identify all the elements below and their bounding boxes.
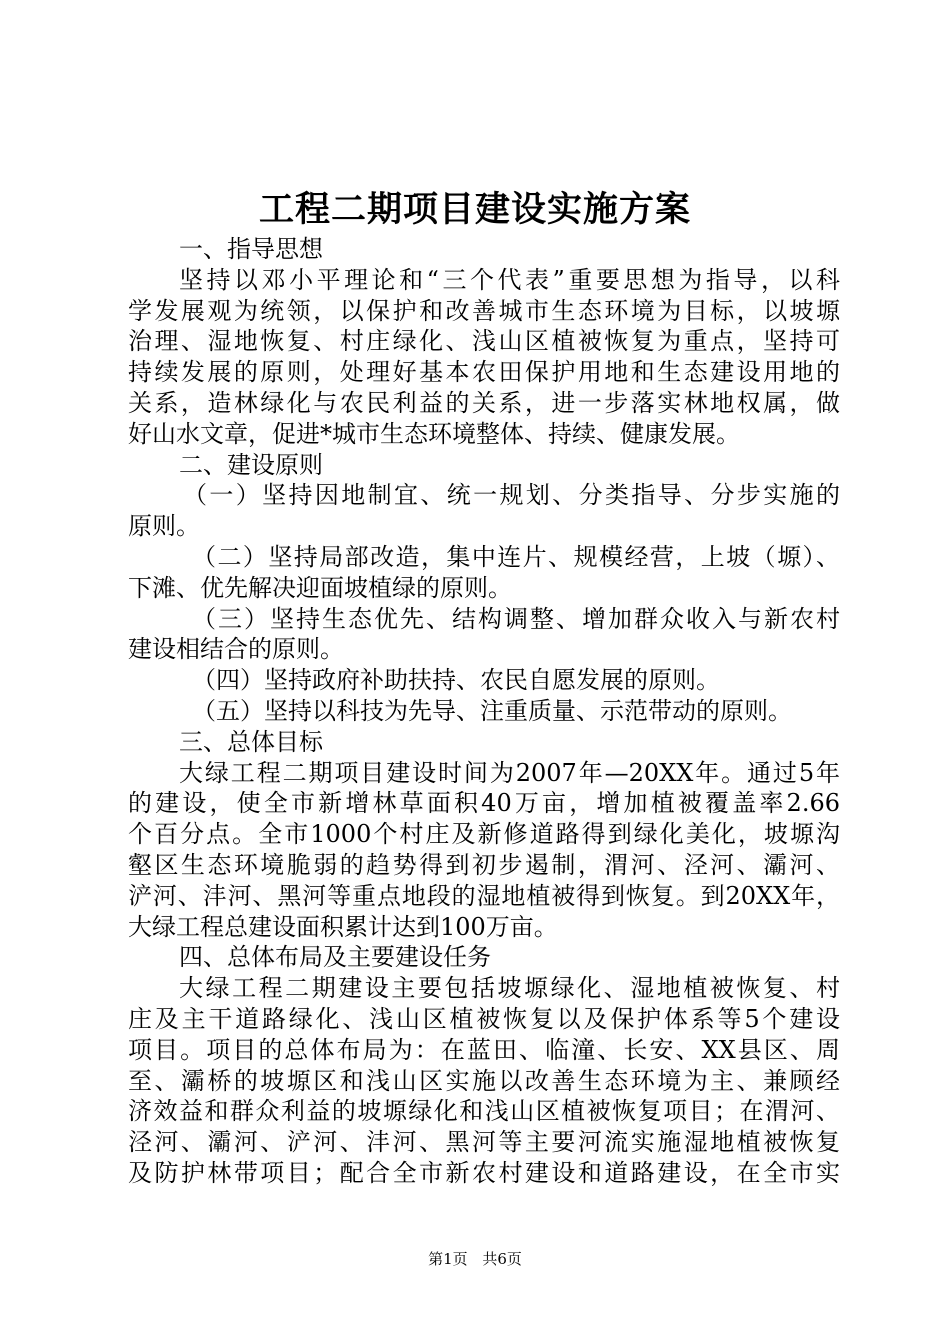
- paragraph-line: 关系，造林绿化与农民利益的关系，进一步落实林地权属，做: [128, 388, 840, 417]
- paragraph-line: 庄及主干道路绿化、浅山区植被恢复以及保护体系等5个建设: [128, 1004, 840, 1033]
- paragraph-line: 大绿工程总建设面积累计达到100万亩。: [128, 912, 558, 941]
- paragraph-line: 大绿工程二期建设主要包括坡塬绿化、湿地植被恢复、村: [179, 974, 840, 1003]
- paragraph-line: （三）坚持生态优先、结构调整、增加群众收入与新农村: [192, 604, 840, 633]
- paragraph-line: 项目。项目的总体布局为：在蓝田、临潼、长安、XX县区、周: [128, 1035, 840, 1064]
- paragraph-line: 原则。: [128, 512, 200, 541]
- paragraph-line: （五）坚持以科技为先导、注重质量、示范带动的原则。: [192, 696, 792, 725]
- paragraph-line: （二）坚持局部改造，集中连片、规模经营，上坡（塬）、: [192, 542, 840, 571]
- paragraph-line: 好山水文章，促进*城市生态环境整体、持续、健康发展。: [128, 419, 740, 448]
- paragraph-line: 浐河、沣河、黑河等重点地段的湿地植被得到恢复。到20XX年，: [128, 881, 840, 910]
- section-heading: 四、总体布局及主要建设任务: [179, 943, 491, 972]
- page-count: 共6页: [482, 1250, 522, 1268]
- paragraph-line: 及防护林带项目；配合全市新农村建设和道路建设，在全市实: [128, 1158, 840, 1187]
- paragraph-line: 治理、湿地恢复、村庄绿化、浅山区植被恢复为重点，坚持可: [128, 327, 840, 356]
- document-body: [128, 234, 840, 1189]
- document-title: 工程二期项目建设实施方案: [258, 189, 691, 230]
- section-heading: 二、建设原则: [179, 450, 323, 479]
- paragraph-line: 下滩、优先解决迎面坡植绿的原则。: [128, 573, 512, 602]
- paragraph-line: （一）坚持因地制宜、统一规划、分类指导、分步实施的: [183, 481, 840, 510]
- paragraph-line: 学发展观为统领，以保护和改善城市生态环境为目标，以坡塬: [128, 296, 840, 325]
- section-heading: 三、总体目标: [179, 727, 323, 756]
- paragraph-line: 至、灞桥的坡塬区和浅山区实施以改善生态环境为主、兼顾经: [128, 1066, 840, 1095]
- paragraph-line: 的建设，使全市新增林草面积40万亩，增加植被覆盖率2.66: [128, 789, 840, 818]
- page-footer: [0, 1249, 950, 1269]
- page-number: 第1页: [428, 1250, 468, 1268]
- paragraph-line: 坚持以邓小平理论和“三个代表”重要思想为指导，以科: [179, 265, 840, 294]
- paragraph-line: 建设相结合的原则。: [128, 635, 344, 664]
- paragraph-line: 个百分点。全市1000个村庄及新修道路得到绿化美化，坡塬沟: [128, 820, 840, 849]
- paragraph-line: （四）坚持政府补助扶持、农民自愿发展的原则。: [192, 666, 720, 695]
- paragraph-line: 济效益和群众利益的坡塬绿化和浅山区植被恢复项目；在渭河、: [128, 1097, 840, 1126]
- paragraph-line: 大绿工程二期项目建设时间为2007年—20XX年。通过5年: [179, 758, 840, 787]
- section-heading: 一、指导思想: [179, 235, 323, 263]
- paragraph-line: 持续发展的原则，处理好基本农田保护用地和生态建设用地的: [128, 358, 840, 387]
- paragraph-line: 壑区生态环境脆弱的趋势得到初步遏制，渭河、泾河、灞河、: [128, 850, 840, 879]
- paragraph-line: 泾河、灞河、浐河、沣河、黑河等主要河流实施湿地植被恢复: [128, 1128, 840, 1157]
